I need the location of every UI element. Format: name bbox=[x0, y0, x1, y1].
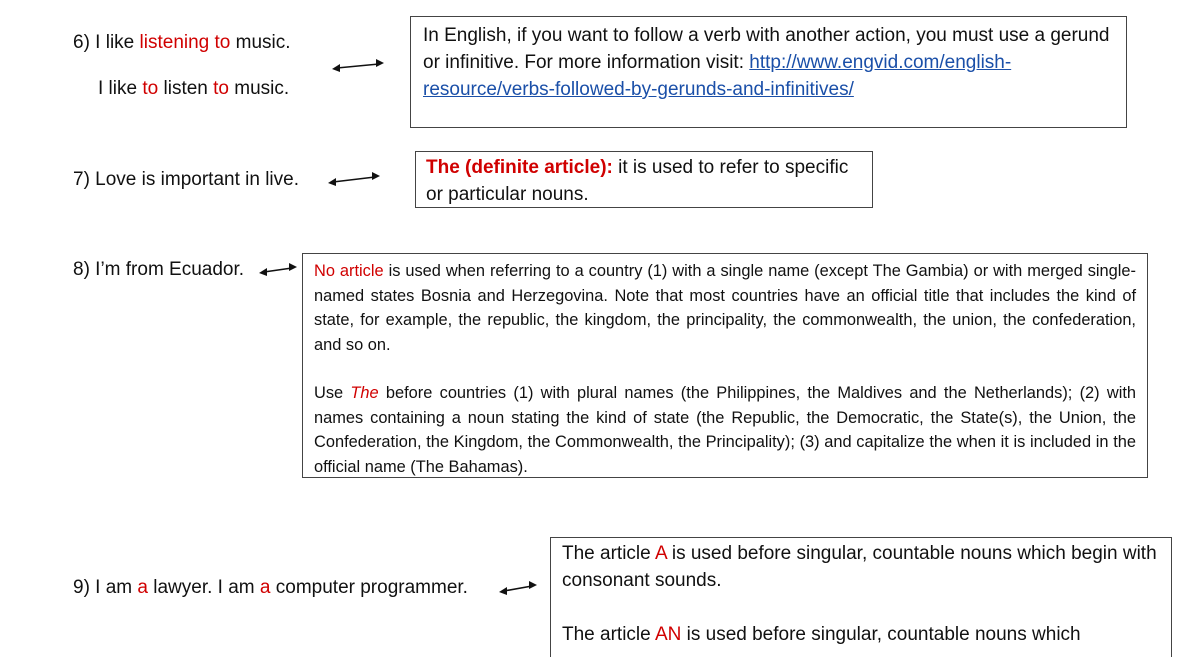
item6-sentence-infinitive: I like to listen to music. bbox=[98, 78, 290, 99]
double-arrow-icon bbox=[258, 263, 298, 277]
highlight-a-1: a bbox=[137, 577, 148, 598]
engvid-link[interactable]: http://www.engvid.com/english-resource/verbs-followed-by-gerunds-and-infinitives/ bbox=[423, 52, 1012, 100]
double-arrow-icon bbox=[330, 59, 386, 73]
item6-explanation-box: In English, if you want to follow a verb with another action, you must use a gerund or infinitive. For more information visit: http://www.engvid.com/english-resource/verbs-followed-by-gerunds-and-infinitives/ bbox=[410, 16, 1127, 128]
item8-sentence: 8) I’m from Ecuador. bbox=[73, 259, 245, 280]
highlight-to-2: to bbox=[213, 78, 229, 99]
the-highlight: The bbox=[350, 384, 379, 402]
item6-sentence-gerund: 6) I like listening to music. bbox=[73, 32, 291, 53]
item7-explanation-box: The (definite article): it is used to refer to specific or particular nouns. bbox=[415, 151, 873, 208]
item8-explanation-box: No article is used when referring to a country (1) with a single name (except The Gambia) or with merged single-named states Bosnia and Herzegovina. Note that most countries have an official title that includes the kind of state, for example, the republic, the kingdom, the principality, the commonwealth, the union, the confederation, and so on. Use The before countries (1) with plural names (the Philippines, the Maldives and the Netherlands); (2) with names containing a noun stating the kind of state (the Republic, the Democratic, the State(s), the Union, the Confederation, the Kingdom, the Commonwealth, the Principality); (3) and capitalize the when it is included in the official name (The Bahamas). bbox=[302, 253, 1148, 478]
double-arrow-icon bbox=[326, 172, 382, 186]
item9-explanation-box: The article A is used before singular, countable nouns which begin with consonant sounds. The article AN is used before singular, countable nouns which bbox=[550, 537, 1172, 657]
double-arrow-icon bbox=[498, 581, 538, 595]
highlight-gerund: listening to bbox=[139, 32, 231, 53]
item9-sentence: 9) I am a lawyer. I am a computer programmer. bbox=[73, 577, 468, 598]
article-an-highlight: AN bbox=[654, 624, 682, 645]
item7-sentence: 7) Love is important in live. bbox=[73, 169, 299, 190]
no-article-highlight: No article bbox=[314, 262, 384, 280]
highlight-a-2: a bbox=[259, 577, 271, 598]
article-a-highlight: A bbox=[654, 543, 667, 564]
definite-article-label: The (definite article): bbox=[426, 157, 613, 178]
highlight-to-1: to bbox=[142, 78, 159, 99]
